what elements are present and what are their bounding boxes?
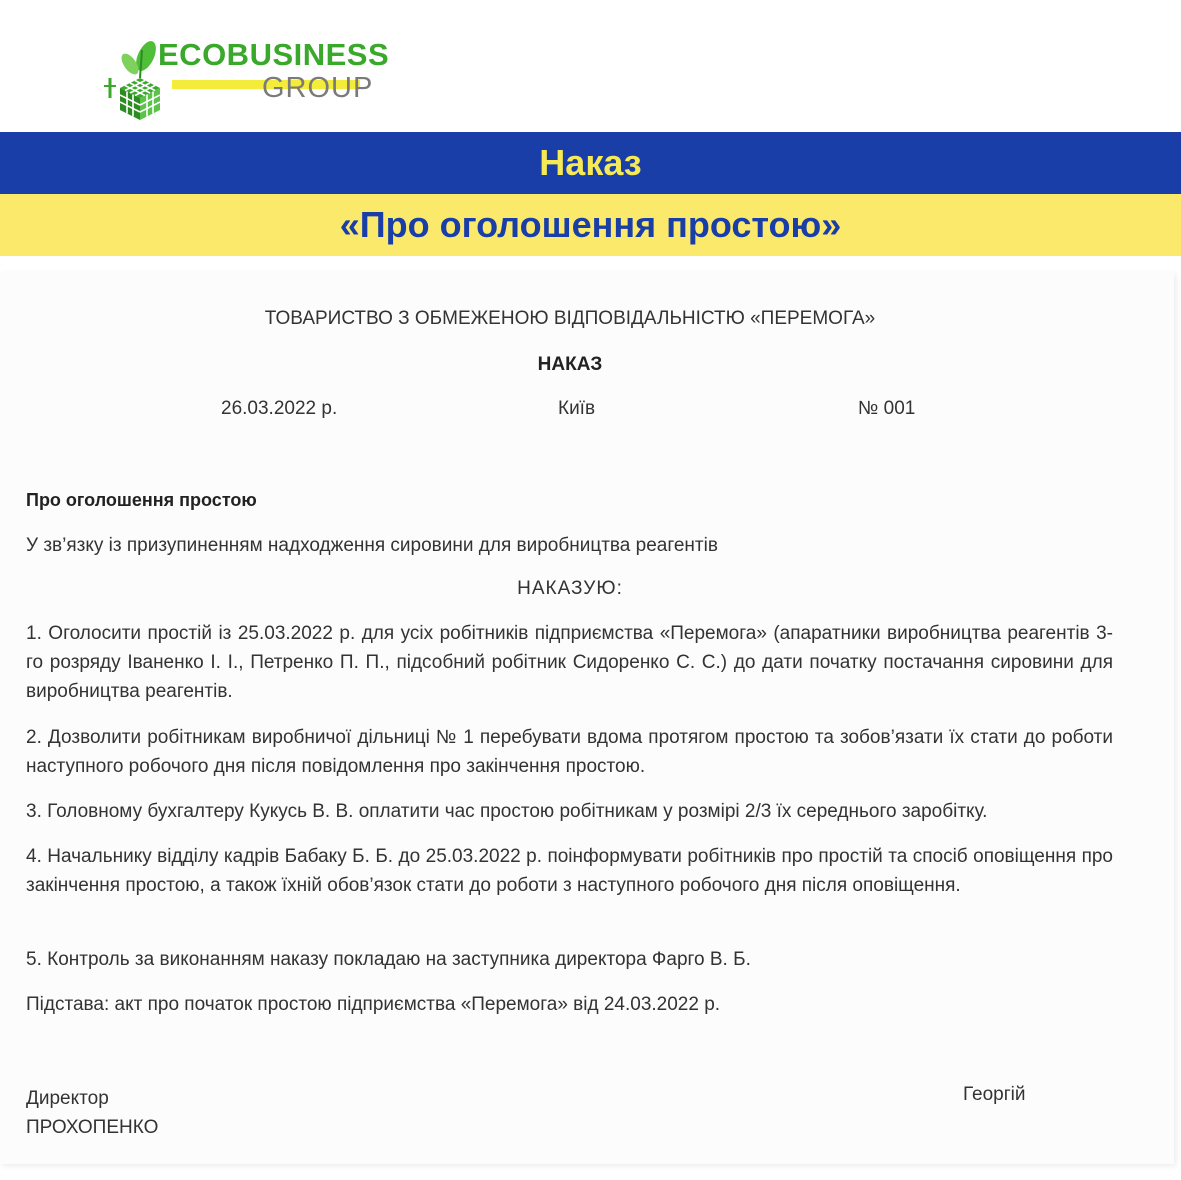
signer-block bbox=[26, 1084, 158, 1142]
order-subject: Про оголошення простою bbox=[26, 490, 257, 510]
orders-word: НАКАЗУЮ: bbox=[517, 578, 623, 599]
logo-wordmark: ECOBUSINESS bbox=[158, 37, 390, 72]
order-preamble: У зв’язку із призупиненням надходження сировини для виробництва реагентів bbox=[26, 535, 718, 556]
signer-position: Директор bbox=[26, 1088, 109, 1109]
order-item-3: 3. Головному бухгалтеру Кукусь В. В. оплатити час простою робітникам у розмірі 2/3 їх середнього заробітку. bbox=[26, 801, 988, 822]
order-number: № 001 bbox=[858, 398, 916, 419]
order-item-1: 1. Оголосити простій із 25.03.2022 р. для усіх робітників підприємства «Перемога» (апаратники виробництва реагентів 3-го розряду Іваненко І. І., Петренко П. П., підсобний робітник Сидоренко С. С.) до дати початку постачання сировини для виробництва реагентів. bbox=[26, 623, 1113, 702]
banner-subtitle: «Про оголошення простою» bbox=[339, 204, 842, 245]
logo-group-text: GROUP bbox=[262, 72, 374, 104]
company-name: ТОВАРИСТВО З ОБМЕЖЕНОЮ ВІДПОВІДАЛЬНІСТЮ «ПЕРЕМОГА» bbox=[264, 308, 876, 329]
signer-name: Георгій bbox=[963, 1084, 1026, 1105]
signer-surname: ПРОХОПЕНКО bbox=[26, 1117, 159, 1138]
document-sheet bbox=[0, 272, 1174, 1164]
banner-subtitle-band bbox=[0, 194, 1181, 256]
order-heading: НАКАЗ bbox=[537, 354, 603, 375]
company-logo bbox=[100, 38, 400, 122]
order-item-2: 2. Дозволити робітникам виробничої дільниці № 1 перебувати вдома протягом простою та зобов’язати їх стати до роботи наступного робочого дня після повідомлення про закінчення простою. bbox=[26, 727, 1113, 777]
order-city: Київ bbox=[558, 398, 596, 419]
order-basis: Підстава: акт про початок простою підприємства «Перемога» від 24.03.2022 р. bbox=[26, 994, 721, 1015]
order-item-5: 5. Контроль за виконанням наказу покладаю на заступника директора Фарго В. Б. bbox=[26, 949, 751, 970]
order-date: 26.03.2022 р. bbox=[221, 398, 338, 419]
banner-title-band bbox=[0, 132, 1181, 194]
banner-title: Наказ bbox=[539, 142, 642, 183]
order-item-4: 4. Начальнику відділу кадрів Бабаку Б. Б. до 25.03.2022 р. поінформувати робітників про простій та спосіб оповіщення про закінчення простою, а також їхній обов’язок стати до роботи з наступного робочого дня після оповіщення. bbox=[26, 846, 1113, 896]
